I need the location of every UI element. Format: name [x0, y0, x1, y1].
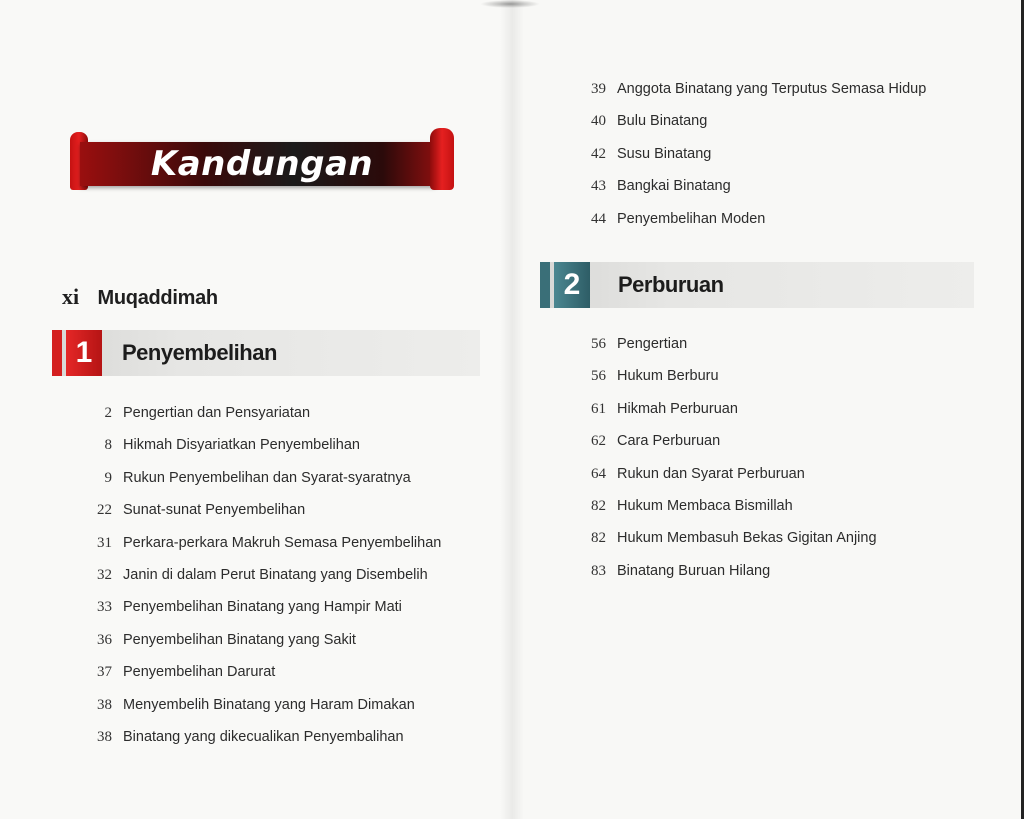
entry-label: Sunat-sunat Penyembelihan: [123, 502, 306, 519]
entry-label: Pengertian dan Pensyariatan: [123, 405, 311, 421]
entry-label: Binatang Buruan Hilang: [617, 562, 771, 579]
entry-page: 32: [97, 566, 112, 583]
entry-label: Perkara-perkara Makruh Semasa Penyembelihan: [123, 534, 442, 551]
entry-page: 8: [104, 437, 112, 454]
chapter-2-title: Perburuan: [618, 272, 724, 297]
entry-page: 2: [104, 405, 112, 421]
book-gutter: [500, 0, 524, 819]
chapter-1-number: 1: [66, 330, 102, 376]
toc-entry: [578, 203, 926, 235]
toc-entry: [84, 397, 441, 429]
binding-shadow: [480, 0, 540, 8]
entry-label: Susu Binatang: [617, 145, 712, 162]
intro-page-number: xi: [62, 284, 80, 309]
intro-entry: [62, 282, 218, 312]
toc-entry: [578, 522, 877, 554]
entry-page: 61: [591, 400, 606, 417]
toc-entry: [578, 105, 926, 137]
entry-page: 82: [591, 530, 606, 547]
toc-entry: [84, 494, 441, 526]
title-banner: [62, 128, 462, 196]
toc-entry: [84, 462, 441, 494]
entry-label: Hukum Membaca Bismillah: [617, 497, 793, 514]
entry-label: Janin di dalam Perut Binatang yang Disembelih: [123, 566, 428, 583]
chapter-2-strip: [540, 262, 974, 308]
toc-entry: [578, 458, 877, 490]
chapter-2-entries: [578, 328, 877, 587]
entry-page: 33: [97, 599, 112, 616]
entry-page: 38: [97, 728, 112, 745]
entry-label: Binatang yang dikecualikan Penyembalihan: [123, 728, 404, 745]
entry-label: Cara Perburuan: [617, 433, 721, 450]
entry-page: 56: [591, 368, 606, 385]
entry-page: 37: [97, 664, 112, 681]
toc-entry: [84, 591, 441, 623]
entry-page: 56: [591, 336, 606, 352]
toc-entry: [84, 624, 441, 656]
entry-page: 44: [591, 210, 606, 227]
toc-entry: [84, 527, 441, 559]
toc-entry: [578, 170, 926, 202]
entry-label: Hikmah Perburuan: [617, 400, 738, 417]
entry-page: 38: [97, 696, 112, 713]
entry-label: Hukum Membasuh Bekas Gigitan Anjing: [617, 530, 877, 547]
entry-label: Penyembelihan Binatang yang Hampir Mati: [123, 599, 402, 616]
toc-entry: [578, 360, 877, 392]
entry-page: 9: [104, 469, 112, 486]
toc-entry: [578, 490, 877, 522]
entry-label: Penyembelihan Binatang yang Sakit: [123, 631, 356, 648]
toc-entry: [84, 721, 441, 753]
entry-label: Rukun dan Syarat Perburuan: [617, 465, 805, 482]
toc-entry: [578, 138, 926, 170]
page-title: Kandungan: [150, 144, 374, 184]
entry-label: Anggota Binatang yang Terputus Semasa Hidup: [617, 81, 927, 97]
toc-entry: [578, 555, 877, 587]
chapter-1-title: Penyembelihan: [122, 340, 277, 365]
toc-entry: [84, 689, 441, 721]
entry-label: Bangkai Binatang: [617, 178, 731, 195]
chapter-1-accent: [52, 330, 62, 376]
entry-page: 39: [591, 81, 606, 97]
entry-label: Hukum Berburu: [617, 368, 719, 385]
entry-label: Hikmah Disyariatkan Penyembelihan: [123, 437, 360, 454]
toc-entry: [578, 425, 877, 457]
entry-page: 64: [591, 465, 606, 482]
entry-page: 42: [591, 145, 606, 162]
chapter-1-header: [52, 330, 480, 376]
entry-page: 62: [591, 433, 606, 450]
entry-label: Penyembelihan Darurat: [123, 664, 276, 681]
entry-label: Pengertian: [617, 336, 688, 352]
entry-page: 43: [591, 178, 606, 195]
toc-entry: [578, 73, 926, 105]
toc-entry: [84, 656, 441, 688]
chapter-2-number: 2: [554, 262, 590, 308]
entry-label: Bulu Binatang: [617, 113, 708, 130]
entry-page: 82: [591, 497, 606, 514]
chapter-2-accent: [540, 262, 550, 308]
chapter-2-header: [540, 262, 974, 308]
entry-label: Menyembelih Binatang yang Haram Dimakan: [123, 696, 415, 713]
toc-entry: [578, 393, 877, 425]
chapter-1-continued-entries: [578, 73, 926, 235]
entry-page: 40: [591, 113, 606, 130]
chapter-1-entries: [84, 397, 441, 753]
intro-label: Muqaddimah: [97, 287, 218, 309]
entry-page: 22: [97, 502, 112, 519]
toc-entry: [578, 328, 877, 360]
entry-label: Rukun Penyembelihan dan Syarat-syaratnya: [123, 469, 411, 486]
entry-page: 83: [591, 562, 606, 579]
entry-page: 36: [97, 631, 112, 648]
toc-entry: [84, 559, 441, 591]
toc-entry: [84, 429, 441, 461]
entry-label: Penyembelihan Moden: [617, 210, 766, 227]
entry-page: 31: [97, 534, 112, 551]
